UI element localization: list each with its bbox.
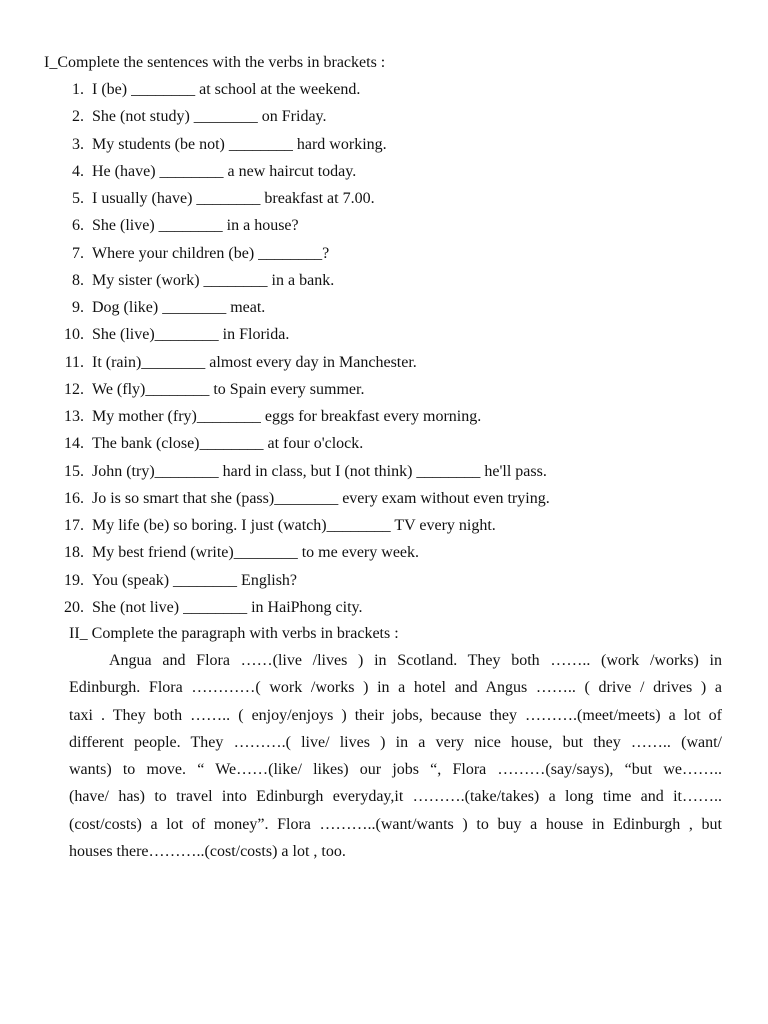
item-text: She (not live) ________ in HaiPhong city. xyxy=(92,598,363,616)
item-number: 16. xyxy=(64,489,84,507)
item-text: It (rain)________ almost every day in Manchester. xyxy=(92,353,417,371)
item-number: 5. xyxy=(72,190,84,207)
sentence-item xyxy=(0,244,768,264)
sentence-item xyxy=(0,135,768,155)
paragraph-line: Angua and Flora ……(live /lives ) in Scotland. They both …….. (work /works) in xyxy=(109,652,722,669)
item-text: Jo is so smart that she (pass)________ every exam without even trying. xyxy=(92,489,550,507)
item-text: He (have) ________ a new haircut today. xyxy=(92,162,357,180)
sentence-item xyxy=(0,298,768,318)
paragraph-line: houses there………..(cost/costs) a lot , too. xyxy=(69,843,346,861)
sentence-item xyxy=(0,189,768,209)
item-text: My best friend (write)________ to me every week. xyxy=(92,544,420,562)
item-number: 8. xyxy=(72,271,84,289)
paragraph-line: Edinburgh. Flora …………( work /works ) in a hotel and Angus …….. ( drive / drives ) a xyxy=(69,679,722,697)
item-text: My life (be) so boring. I just (watch)________ TV every night. xyxy=(92,517,496,534)
item-number: 12. xyxy=(64,380,84,398)
item-number: 7. xyxy=(72,244,84,262)
item-text: The bank (close)________ at four o'clock. xyxy=(92,435,364,453)
item-number: 1. xyxy=(72,81,84,98)
item-number: 20. xyxy=(64,598,84,616)
paragraph-line: (have/ has) to travel into Edinburgh everyday,it ……….(take/takes) a long time and it…….. xyxy=(69,788,722,806)
sentence-item xyxy=(0,489,768,509)
item-text: My sister (work) ________ in a bank. xyxy=(92,271,335,289)
sentence-item xyxy=(0,407,768,427)
sentence-item xyxy=(0,325,768,345)
section-1-heading: I_Complete the sentences with the verbs in brackets : xyxy=(44,54,386,71)
item-number: 18. xyxy=(64,544,84,562)
item-number: 3. xyxy=(72,135,84,153)
item-text: John (try)________ hard in class, but I (not think) ________ he'll pass. xyxy=(92,462,547,480)
item-number: 9. xyxy=(72,299,84,316)
sentence-item xyxy=(0,571,768,591)
item-number: 15. xyxy=(64,462,84,480)
paragraph-line: wants) to move. “ We……(like/ likes) our jobs “, Flora ………(say/says), “but we…….. xyxy=(69,761,722,779)
paragraph-line: different people. They ……….( live/ lives ) in a very nice house, but they …….. (want/ xyxy=(69,733,722,751)
sentence-item xyxy=(0,80,768,100)
item-number: 19. xyxy=(64,571,84,589)
item-number: 11. xyxy=(64,353,84,371)
sentence-item xyxy=(0,516,768,536)
sentence-item xyxy=(0,107,768,127)
item-text: Dog (like) ________ meat. xyxy=(92,299,266,316)
item-text: You (speak) ________ English? xyxy=(92,571,298,589)
item-number: 13. xyxy=(64,408,84,425)
sentence-item xyxy=(0,216,768,236)
item-text: I usually (have) ________ breakfast at 7.00. xyxy=(92,190,375,207)
sentence-item xyxy=(0,162,768,182)
item-number: 2. xyxy=(72,108,84,126)
paragraph-line: (cost/costs) a lot of money”. Flora ………..(want/wants ) to buy a house in Edinburgh , but xyxy=(69,815,722,833)
item-text: She (not study) ________ on Friday. xyxy=(92,108,327,126)
sentence-item xyxy=(0,434,768,454)
item-number: 17. xyxy=(64,517,84,534)
section-2-heading: II_ Complete the paragraph with verbs in brackets : xyxy=(69,625,399,642)
sentence-item xyxy=(0,462,768,482)
sentence-item xyxy=(0,598,768,618)
item-text: She (live)________ in Florida. xyxy=(92,326,290,344)
item-number: 14. xyxy=(64,435,84,453)
paragraph-line: taxi . They both …….. ( enjoy/enjoys ) their jobs, because they ……….(meet/meets) a lot of xyxy=(69,706,722,724)
item-text: We (fly)________ to Spain every summer. xyxy=(92,380,365,398)
item-text: My students (be not) ________ hard working. xyxy=(92,135,387,153)
item-number: 4. xyxy=(72,162,84,180)
item-text: I (be) ________ at school at the weekend. xyxy=(92,81,361,98)
sentence-item xyxy=(0,543,768,563)
item-number: 6. xyxy=(72,217,84,235)
item-text: Where your children (be) ________? xyxy=(92,244,330,262)
paragraph-exercise xyxy=(69,650,722,868)
sentence-item xyxy=(0,353,768,373)
sentence-item xyxy=(0,271,768,291)
item-number: 10. xyxy=(64,326,84,344)
sentence-item xyxy=(0,380,768,400)
item-text: She (live) ________ in a house? xyxy=(92,217,299,235)
item-text: My mother (fry)________ eggs for breakfast every morning. xyxy=(92,408,482,425)
